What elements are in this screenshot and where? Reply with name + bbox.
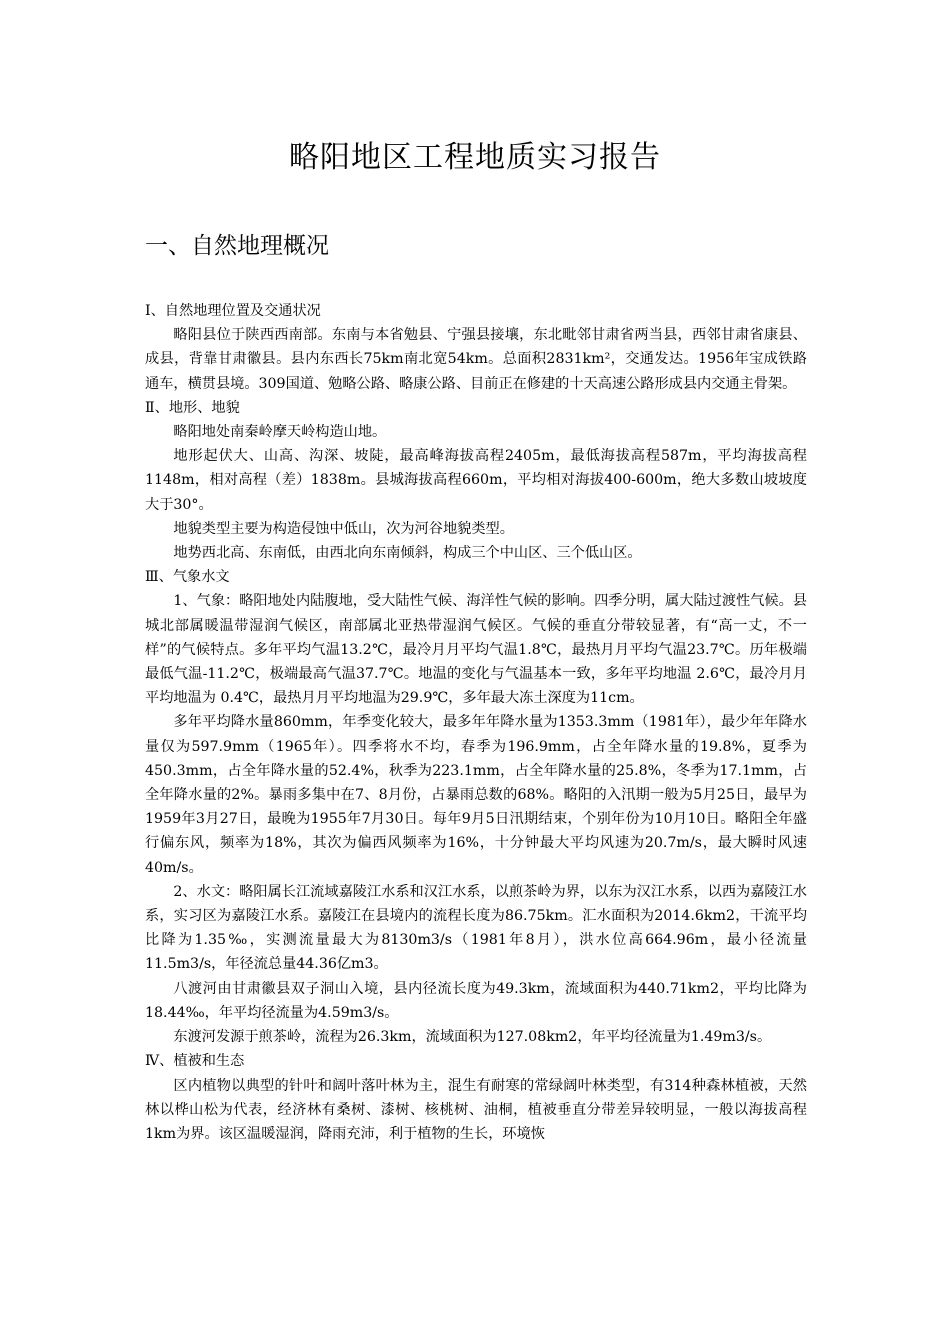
paragraph: 区内植物以典型的针叶和阔叶落叶林为主，混生有耐寒的常绿阔叶林类型，有314种森林植被，天然林以桦山松为代表，经济林有桑树、漆树、核桃树、油桐，植被垂直分带差异较明显，一般以海拔高程1km为界。该区温暖湿润，降雨充沛，利于植物的生长，环境恢 bbox=[145, 1077, 807, 1142]
document-body bbox=[145, 299, 807, 1146]
paragraph: 东渡河发源于煎茶岭，流程为26.3km，流域面积为127.08km2，年平均径流量为1.49m3/s。 bbox=[173, 1029, 772, 1046]
subsection-heading: Ⅰ、自然地理位置及交通状况 bbox=[145, 303, 321, 319]
paragraph: 地貌类型主要为构造侵蚀中低山，次为河谷地貌类型。 bbox=[173, 520, 514, 537]
paragraph: 略阳县位于陕西西南部。东南与本省勉县、宁强县接壤，东北毗邻甘肃省两当县，西邻甘肃省康县、成县，背靠甘肃徽县。县内东西长75km南北宽54km。总面积2831km²，交通发达。1956年宝成铁路通车，横贯县境。309国道、勉略公路、略康公路、目前正在修建的十天高速公路形成县内交通主骨架。 bbox=[145, 327, 807, 392]
paragraph: 地形起伏大、山高、沟深、坡陡，最高峰海拔高程2405m，最低海拔高程587m，平均海拔高程1148m，相对高程（差）1838m。县城海拔高程660m，平均相对海拔400-600m，绝大多数山坡坡度大于30°。 bbox=[145, 448, 807, 513]
paragraph: 地势西北高、东南低，由西北向东南倾斜，构成三个中山区、三个低山区。 bbox=[173, 545, 642, 562]
paragraph: 1、气象：略阳地处内陆腹地，受大陆性气候、海洋性气候的影响。四季分明，属大陆过渡性气候。县城北部属暖温带湿润气候区，南部属北亚热带湿润气候区。气候的垂直分带较显著，有“高一丈，不一样”的气候特点。多年平均气温13.2℃，最冷月月平均气温1.8℃，最热月月平均气温23.7℃。历年极端最低气温-11.2℃，极端最高气温37.7℃。地温的变化与气温基本一致，多年平均地温 2.6℃，最冷月月平均地温为 0.4℃，最热月月平均地温为29.9℃，多年最大冻土深度为11cm。 bbox=[145, 593, 807, 707]
section-heading: 一、自然地理概况 bbox=[145, 233, 329, 259]
paragraph: 多年平均降水量860mm，年季变化较大，最多年年降水量为1353.3mm（1981年），最少年年降水量仅为597.9mm（1965年）。四季将水不均，春季为196.9mm，占全年降水量的19.8%，夏季为450.3mm，占全年降水量的52.4%，秋季为223.1mm，占全年降水量的25.8%，冬季为17.1mm，占全年降水量的2%。暴雨多集中在7、8月份，占暴雨总数的68%。略阳的入汛期一般为5月25日，最早为1959年3月27日，最晚为1955年7月30日。每年9月5日汛期结束，个别年份为10月10日。略阳全年盛行偏东风，频率为18%，其次为偏西风频率为16%，十分钟最大平均风速为20.7m/s，最大瞬时风速40m/s。 bbox=[145, 714, 807, 876]
document-title: 略阳地区工程地质实习报告 bbox=[289, 140, 661, 175]
subsection-heading: Ⅱ、地形、地貌 bbox=[145, 399, 240, 416]
paragraph: 2、水文：略阳属长江流域嘉陵江水系和汉江水系，以煎茶岭为界，以东为汉江水系，以西为嘉陵江水系，实习区为嘉陵江水系。嘉陵江在县境内的流程长度为86.75km。汇水面积为2014.6km2，干流平均比降为1.35‰，实测流量最大为8130m3/s（1981年8月），洪水位高664.96m，最小径流量11.5m3/s，年径流总量44.36亿m3。 bbox=[145, 883, 807, 973]
paragraph: 八渡河由甘肃徽县双子洞山入境，县内径流长度为49.3km，流域面积为440.71km2，平均比降为18.44‰，年平均径流量为4.59m3/s。 bbox=[145, 980, 807, 1021]
subsection-heading: Ⅳ、植被和生态 bbox=[145, 1053, 245, 1070]
paragraph: 略阳地处南秦岭摩天岭构造山地。 bbox=[173, 424, 387, 441]
subsection-heading: Ⅲ、气象水文 bbox=[145, 569, 230, 586]
